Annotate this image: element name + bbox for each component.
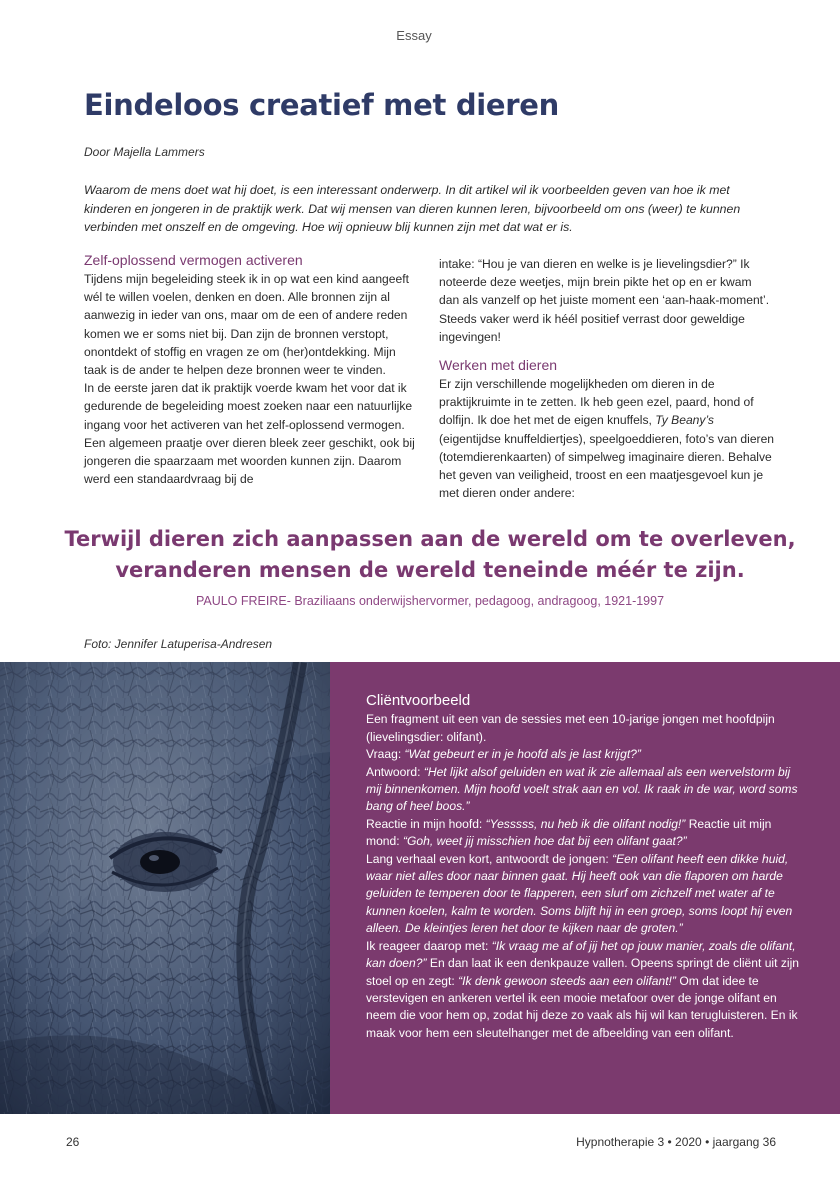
client-example-text bbox=[366, 711, 804, 1042]
client-example-heading: Cliëntvoorbeeld bbox=[366, 692, 471, 709]
pull-quote-line-1: Terwijl dieren zich aanpassen aan de wereld om te overleven, bbox=[64, 527, 796, 551]
elephant-photo bbox=[0, 662, 330, 1114]
box-text-1: Een fragment uit een van de sessies met een 10-jarige jongen met hoofdpijn (lievelingsdier: olifant). bbox=[366, 712, 775, 744]
right-paragraph-2-part-b: (eigentijdse knuffeldiertjes), speelgoeddieren, foto’s van dieren (totemdierenkaarten) of simpelweg imaginaire dieren. Behalve het geven van veiligheid, troost en een maatjesgevoel kun je met dieren onder andere: bbox=[439, 431, 775, 501]
photo-credit: Foto: Jennifer Latuperisa-Andresen bbox=[84, 637, 273, 651]
pull-quote bbox=[0, 524, 840, 586]
right-column-heading: Werken met dieren bbox=[439, 357, 558, 374]
box-text-6: Reactie in mijn hoofd: bbox=[366, 816, 486, 831]
right-paragraph-2 bbox=[439, 375, 775, 502]
box-text-8: Reactie uit mijn mond: bbox=[366, 816, 772, 849]
left-column bbox=[84, 251, 420, 488]
right-column bbox=[439, 255, 775, 502]
right-paragraph-2-part-a: Er zijn verschillende mogelijkheden om dieren in de praktijkruimte in te zetten. Ik heb geen ezel, paard, hond of dolfijn. Ik doe het met de eigen knuffels, bbox=[439, 377, 754, 428]
box-text-13: “Ik vraag me af of jij het op jouw manier, zoals die olifant, kan doen?” bbox=[366, 938, 796, 971]
box-text-12: Ik reageer daarop met: bbox=[366, 938, 492, 953]
author-byline: Door Majella Lammers bbox=[84, 145, 205, 159]
article-title: Eindeloos creatief met dieren bbox=[84, 88, 560, 122]
left-column-heading: Zelf-oplossend vermogen activeren bbox=[84, 252, 303, 268]
box-text-14: En dan laat ik een denkpauze vallen. Opeens springt de cliënt uit zijn stoel op en zegt: bbox=[366, 956, 799, 988]
pull-quote-line-2: veranderen mensen de wereld teneinde méér te zijn. bbox=[115, 558, 745, 582]
pull-quote-source: PAULO FREIRE- Braziliaans onderwijshervormer, pedagoog, andragoog, 1921-1997 bbox=[195, 594, 665, 608]
journal-footer: Hypnotherapie 3 • 2020 • jaargang 36 bbox=[576, 1135, 776, 1149]
left-paragraph-1: Tijdens mijn begeleiding steek ik in op wat een kind aangeeft wél te willen voelen, denken en doen. Alle bronnen zijn al aanwezig in ieder van ons, maar om de een of andere reden komen we er soms niet bij. Dan zijn de bronnen verstopt, onontdekt of stoffig en vragen ze om (her)ontdekking. Mijn taak is de ander te helpen deze bronnen weer te vinden. bbox=[84, 272, 409, 378]
box-text-4: Antwoord: bbox=[366, 764, 424, 779]
client-example-box bbox=[330, 662, 840, 1114]
box-text-5: “Het lijkt alsof geluiden en wat ik zie allemaal als een wervelstorm bij mij binnenkomen. Mijn hoofd voelt strak aan en vol. Ik raak in de war, word soms bang of heel boos.” bbox=[366, 764, 798, 814]
box-text-16: Om dat idee te verstevigen en ankeren vertel ik een mooie metafoor over de jonge olifant en neem die voor hem op, zodat hij deze zo vaak als hij wil kan terugluisteren. En ik maak voor hem een sleutelhanger met de afbeelding van een olifant. bbox=[366, 973, 798, 1040]
box-text-7: “Yesssss, nu heb ik die olifant nodig!” bbox=[485, 816, 686, 831]
section-label: Essay bbox=[396, 28, 432, 43]
box-text-10: Lang verhaal even kort, antwoordt de jongen: bbox=[366, 851, 613, 866]
elephant-illustration bbox=[0, 662, 330, 1114]
box-text-9: “Goh, weet jij misschien hoe dat bij een olifant gaat?” bbox=[402, 834, 687, 849]
box-text-2: Vraag: bbox=[366, 747, 405, 762]
right-paragraph-1: intake: “Hou je van dieren en welke is je lievelingsdier?” Ik noteerde deze weetjes, mijn brein pikte het op en er kwam dan als vanzelf op het juiste moment een ‘aan-haak-moment’. Steeds vaker werd ik héél positief verrast door geweldige ingevingen! bbox=[439, 257, 770, 344]
box-text-15: “Ik denk gewoon steeds aan een olifant!” bbox=[458, 973, 676, 988]
box-text-11: “Een olifant heeft een dikke huid, waar niet alles door naar binnen gaat. Hij heeft ook van die flaporen om harde geluiden te temperen door te flapperen, een slurf om zichzelf met water af te kunnen koelen, kalm te worden. Soms blijft hij in een groep, soms loopt hij even alleen. De kleintjes leren het door te kijken naar de groten.” bbox=[366, 851, 793, 936]
page-number: 26 bbox=[66, 1135, 80, 1149]
left-paragraph-2: In de eerste jaren dat ik praktijk voerde kwam het voor dat ik gedurende de begeleiding moest zoeken naar een natuurlijke ingang voor het activeren van het zelf-oplossend vermogen. Een algemeen praatje over dieren bleek zeer geschikt, ook bij jongeren die spaarzaam met woorden kunnen zijn. Daarom werd een standaardvraag bij de bbox=[84, 381, 415, 487]
box-text-3: “Wat gebeurt er in je hoofd als je last krijgt?” bbox=[404, 747, 641, 762]
right-paragraph-2-emphasis: Ty Beany’s bbox=[655, 413, 714, 428]
article-intro: Waarom de mens doet wat hij doet, is een interessant onderwerp. In dit artikel wil ik voorbeelden geven van hoe ik met kinderen en jongeren in de praktijk werk. Dat wij mensen van dieren kunnen leren, bijvoorbeeld om ons (weer) te kunnen verbinden met onszelf en de omgeving. Hoe wij opnieuw blij kunnen zijn met dat wat er is. bbox=[84, 183, 741, 234]
